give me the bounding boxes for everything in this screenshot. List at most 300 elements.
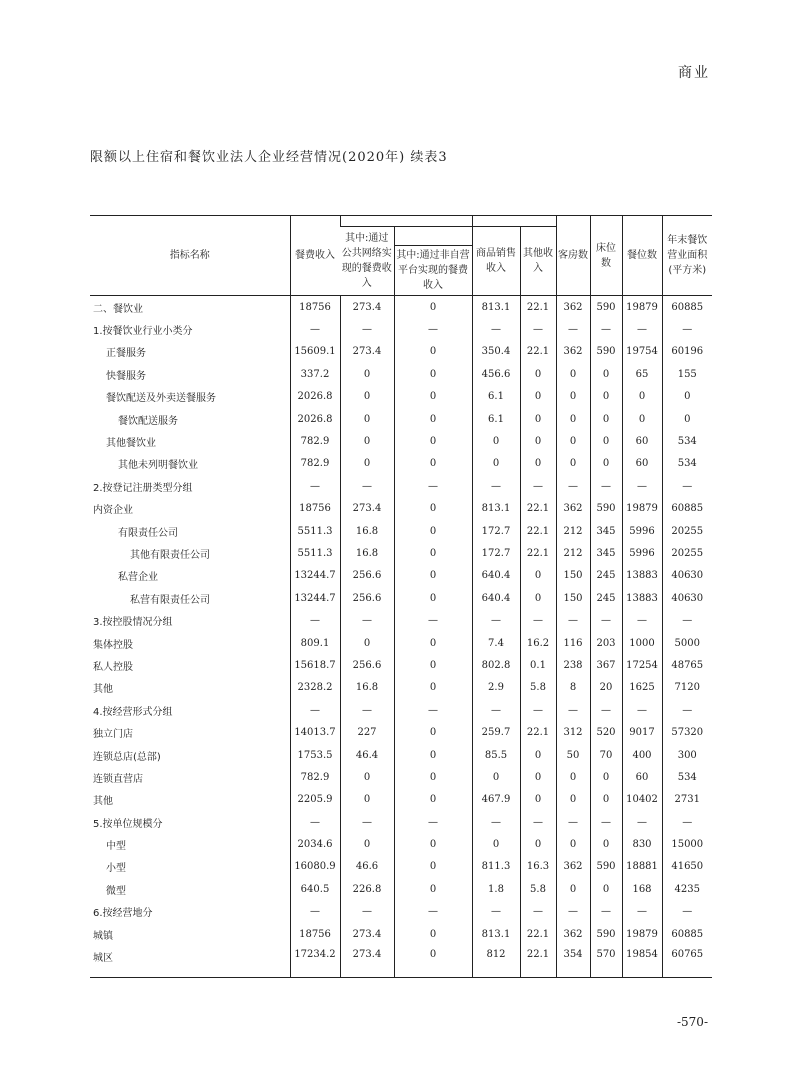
row-label: 城区: [90, 945, 290, 978]
cell-value: 14013.7: [290, 721, 340, 743]
cell-value: 362: [556, 296, 590, 319]
cell-value: 5511.3: [290, 542, 340, 564]
cell-value: 0: [556, 430, 590, 452]
cell-value: 9017: [622, 721, 662, 743]
table-body: [90, 296, 712, 978]
cell-value: —: [472, 318, 520, 340]
cell-value: —: [662, 475, 712, 497]
row-label: 2.按登记注册类型分组: [93, 482, 193, 494]
cell-value: 13244.7: [290, 587, 340, 609]
cell-value: 22.1: [520, 296, 556, 319]
cell-value: 5.8: [520, 677, 556, 699]
row-label: 内资企业: [93, 505, 133, 517]
table-row: [90, 721, 712, 743]
cell-value: —: [520, 475, 556, 497]
cell-value: 172.7: [472, 542, 520, 564]
cell-value: 0: [590, 833, 622, 855]
cell-value: —: [472, 901, 520, 923]
cell-value: 813.1: [472, 296, 520, 319]
cell-value: —: [520, 699, 556, 721]
cell-value: 782.9: [290, 453, 340, 475]
cell-value: 245: [590, 565, 622, 587]
cell-value: 345: [590, 542, 622, 564]
cell-value: 273.4: [340, 498, 394, 520]
row-label: 私营企业: [118, 572, 158, 584]
row-label: 5.按单位规模分: [93, 818, 163, 830]
cell-value: —: [622, 318, 662, 340]
cell-value: 467.9: [472, 789, 520, 811]
cell-value: 57320: [662, 721, 712, 743]
cell-value: 116: [556, 632, 590, 654]
cell-value: 10402: [622, 789, 662, 811]
table-row: [90, 587, 712, 609]
table-row: [90, 632, 712, 654]
cell-value: —: [394, 699, 472, 721]
cell-value: 212: [556, 542, 590, 564]
table-row: [90, 542, 712, 564]
header-blank-top-2: [472, 216, 556, 227]
cell-value: 362: [556, 498, 590, 520]
cell-value: 16.2: [520, 632, 556, 654]
cell-value: 0: [556, 833, 590, 855]
cell-value: 0: [520, 744, 556, 766]
cell-value: 0: [590, 408, 622, 430]
cell-value: 0: [340, 789, 394, 811]
cell-value: 0: [340, 408, 394, 430]
cell-value: 19879: [622, 296, 662, 319]
cell-value: 570: [590, 945, 622, 978]
cell-value: 0: [394, 632, 472, 654]
cell-value: 0: [590, 789, 622, 811]
cell-value: 0: [590, 386, 622, 408]
cell-value: —: [394, 811, 472, 833]
cell-value: 7120: [662, 677, 712, 699]
row-label: 6.按经营地分: [93, 908, 153, 920]
cell-value: 590: [590, 341, 622, 363]
cell-value: 802.8: [472, 654, 520, 676]
cell-value: 0: [340, 386, 394, 408]
cell-value: —: [340, 318, 394, 340]
cell-value: 0: [622, 408, 662, 430]
cell-value: —: [556, 811, 590, 833]
cell-value: 2026.8: [290, 408, 340, 430]
cell-value: 5.8: [520, 878, 556, 900]
cell-value: —: [290, 901, 340, 923]
cell-value: 150: [556, 565, 590, 587]
cell-value: —: [290, 609, 340, 631]
cell-value: 0: [394, 766, 472, 788]
cell-value: —: [622, 699, 662, 721]
cell-value: 0: [556, 453, 590, 475]
cell-value: 0: [556, 363, 590, 385]
cell-value: 534: [662, 453, 712, 475]
cell-value: 0: [394, 878, 472, 900]
row-label: 城镇: [93, 930, 113, 942]
cell-value: 640.4: [472, 587, 520, 609]
cell-value: 0: [394, 363, 472, 385]
cell-value: 0: [340, 766, 394, 788]
cell-value: 590: [590, 296, 622, 319]
cell-value: 6.1: [472, 408, 520, 430]
cell-value: 782.9: [290, 430, 340, 452]
cell-value: 0: [472, 766, 520, 788]
cell-value: 5000: [662, 632, 712, 654]
cell-value: —: [394, 475, 472, 497]
cell-value: —: [662, 609, 712, 631]
cell-value: 337.2: [290, 363, 340, 385]
col-header-online-nonself: 其中:通过非自营平台实现的餐费收入: [394, 246, 472, 296]
cell-value: 22.1: [520, 498, 556, 520]
cell-value: 203: [590, 632, 622, 654]
cell-value: 0: [520, 453, 556, 475]
cell-value: —: [590, 475, 622, 497]
cell-value: 0: [472, 833, 520, 855]
table-row: [90, 453, 712, 475]
table-row: [90, 475, 712, 497]
table-row: [90, 833, 712, 855]
col-header-rooms: 客房数: [556, 216, 590, 296]
cell-value: 18756: [290, 296, 340, 319]
cell-value: 226.8: [340, 878, 394, 900]
row-label: 连锁总店(总部): [93, 751, 161, 763]
cell-value: —: [340, 475, 394, 497]
cell-value: —: [662, 811, 712, 833]
cell-value: 4235: [662, 878, 712, 900]
table-row: [90, 498, 712, 520]
cell-value: —: [340, 811, 394, 833]
cell-value: 22.1: [520, 520, 556, 542]
cell-value: 40630: [662, 587, 712, 609]
table-row: [90, 766, 712, 788]
row-label: 集体控股: [93, 639, 133, 651]
cell-value: 0: [472, 430, 520, 452]
cell-value: 0: [556, 789, 590, 811]
row-label: 二、餐饮业: [93, 303, 143, 315]
cell-value: 354: [556, 945, 590, 978]
row-label: 其他: [93, 684, 113, 696]
cell-value: —: [622, 901, 662, 923]
cell-value: 812: [472, 945, 520, 978]
col-header-seats: 餐位数: [622, 216, 662, 296]
cell-value: 0: [590, 766, 622, 788]
cell-value: 19854: [622, 945, 662, 978]
cell-value: —: [290, 318, 340, 340]
cell-value: 150: [556, 587, 590, 609]
cell-value: 22.1: [520, 945, 556, 978]
cell-value: 22.1: [520, 923, 556, 945]
cell-value: 0: [520, 408, 556, 430]
cell-value: 48765: [662, 654, 712, 676]
cell-value: 0: [340, 632, 394, 654]
cell-value: 367: [590, 654, 622, 676]
row-label: 餐饮配送及外卖送餐服务: [106, 393, 216, 405]
cell-value: 0: [520, 430, 556, 452]
cell-value: 0: [590, 453, 622, 475]
cell-value: 273.4: [340, 296, 394, 319]
cell-value: 19879: [622, 498, 662, 520]
cell-value: 65: [622, 363, 662, 385]
row-label: 餐饮配送服务: [118, 415, 178, 427]
cell-value: 0: [394, 744, 472, 766]
cell-value: 19879: [622, 923, 662, 945]
cell-value: 1625: [622, 677, 662, 699]
cell-value: 345: [590, 520, 622, 542]
cell-value: —: [472, 609, 520, 631]
row-label: 3.按控股情况分组: [93, 617, 173, 629]
table-row: [90, 609, 712, 631]
table-title: 限额以上住宿和餐饮业法人企业经营情况(2020年) 续表3: [90, 150, 448, 165]
cell-value: —: [290, 811, 340, 833]
cell-value: 0: [394, 542, 472, 564]
table-row: [90, 430, 712, 452]
cell-value: 238: [556, 654, 590, 676]
cell-value: 0: [394, 677, 472, 699]
cell-value: 0: [394, 654, 472, 676]
cell-value: 0: [394, 565, 472, 587]
table-row: [90, 811, 712, 833]
table-row: [90, 789, 712, 811]
cell-value: 0: [394, 923, 472, 945]
cell-value: 0: [662, 408, 712, 430]
cell-value: 400: [622, 744, 662, 766]
cell-value: —: [520, 609, 556, 631]
cell-value: —: [590, 699, 622, 721]
cell-value: 2.9: [472, 677, 520, 699]
cell-value: 18881: [622, 856, 662, 878]
cell-value: 0: [590, 430, 622, 452]
cell-value: 155: [662, 363, 712, 385]
cell-value: 0: [394, 430, 472, 452]
cell-value: 41650: [662, 856, 712, 878]
cell-value: 520: [590, 721, 622, 743]
cell-value: 0: [590, 363, 622, 385]
cell-value: 17254: [622, 654, 662, 676]
cell-value: 1753.5: [290, 744, 340, 766]
row-label: 私人控股: [93, 661, 133, 673]
data-table: [90, 215, 712, 978]
col-header-other: 其他收入: [520, 227, 556, 296]
col-header-online: 其中:通过公共网络实现的餐费收入: [340, 227, 394, 296]
cell-value: 0.1: [520, 654, 556, 676]
table-row: [90, 923, 712, 945]
cell-value: 782.9: [290, 766, 340, 788]
cell-value: —: [520, 901, 556, 923]
header-sub-blank: [394, 227, 472, 246]
cell-value: 256.6: [340, 654, 394, 676]
cell-value: —: [394, 318, 472, 340]
cell-value: —: [556, 475, 590, 497]
cell-value: 312: [556, 721, 590, 743]
row-label: 私营有限责任公司: [130, 594, 210, 606]
cell-value: 5511.3: [290, 520, 340, 542]
col-header-goods: 商品销售收入: [472, 227, 520, 296]
cell-value: —: [520, 318, 556, 340]
cell-value: —: [472, 475, 520, 497]
cell-value: 245: [590, 587, 622, 609]
row-label: 正餐服务: [106, 348, 146, 360]
cell-value: 19754: [622, 341, 662, 363]
cell-value: 2328.2: [290, 677, 340, 699]
col-header-catering: 餐费收入: [290, 216, 340, 296]
cell-value: —: [340, 609, 394, 631]
cell-value: —: [394, 609, 472, 631]
cell-value: 0: [394, 341, 472, 363]
cell-value: 590: [590, 498, 622, 520]
row-label: 其他餐饮业: [106, 438, 156, 450]
cell-value: 2034.6: [290, 833, 340, 855]
cell-value: 212: [556, 520, 590, 542]
cell-value: 46.4: [340, 744, 394, 766]
cell-value: —: [662, 318, 712, 340]
cell-value: 0: [394, 856, 472, 878]
row-label: 独立门店: [93, 729, 133, 741]
cell-value: 16080.9: [290, 856, 340, 878]
cell-value: —: [472, 811, 520, 833]
table-row: [90, 520, 712, 542]
cell-value: 0: [590, 878, 622, 900]
cell-value: 16.3: [520, 856, 556, 878]
cell-value: 0: [340, 833, 394, 855]
cell-value: 0: [472, 453, 520, 475]
section-header: 商业: [678, 65, 710, 81]
cell-value: 256.6: [340, 587, 394, 609]
table-row: [90, 878, 712, 900]
cell-value: 0: [394, 520, 472, 542]
table-row: [90, 654, 712, 676]
row-label: 其他未列明餐饮业: [118, 460, 198, 472]
cell-value: 0: [394, 945, 472, 978]
cell-value: 0: [394, 498, 472, 520]
cell-value: 22.1: [520, 721, 556, 743]
cell-value: 0: [520, 565, 556, 587]
cell-value: 0: [520, 587, 556, 609]
cell-value: 60885: [662, 498, 712, 520]
cell-value: —: [556, 699, 590, 721]
cell-value: 5996: [622, 542, 662, 564]
cell-value: 60: [622, 766, 662, 788]
cell-value: 0: [520, 766, 556, 788]
cell-value: 640.4: [472, 565, 520, 587]
cell-value: 0: [394, 386, 472, 408]
cell-value: 85.5: [472, 744, 520, 766]
cell-value: 362: [556, 341, 590, 363]
cell-value: 2731: [662, 789, 712, 811]
cell-value: 16.8: [340, 520, 394, 542]
cell-value: 20255: [662, 520, 712, 542]
cell-value: 0: [520, 789, 556, 811]
header-blank-top: [340, 216, 472, 227]
table-row: [90, 677, 712, 699]
cell-value: 273.4: [340, 341, 394, 363]
cell-value: 6.1: [472, 386, 520, 408]
cell-value: 590: [590, 856, 622, 878]
cell-value: 18756: [290, 498, 340, 520]
col-header-beds: 床位数: [590, 216, 622, 296]
cell-value: 1.8: [472, 878, 520, 900]
cell-value: 20255: [662, 542, 712, 564]
table-row: [90, 341, 712, 363]
cell-value: —: [290, 699, 340, 721]
row-label: 其他: [93, 796, 113, 808]
cell-value: 172.7: [472, 520, 520, 542]
cell-value: 830: [622, 833, 662, 855]
cell-value: 15618.7: [290, 654, 340, 676]
cell-value: —: [590, 901, 622, 923]
cell-value: 0: [340, 453, 394, 475]
cell-value: —: [394, 901, 472, 923]
row-label: 小型: [106, 863, 126, 875]
table-row: [90, 945, 712, 978]
cell-value: 809.1: [290, 632, 340, 654]
cell-value: —: [556, 318, 590, 340]
row-label: 连锁直营店: [93, 773, 143, 785]
cell-value: 16.8: [340, 542, 394, 564]
cell-value: 534: [662, 766, 712, 788]
cell-value: 2205.9: [290, 789, 340, 811]
cell-value: 350.4: [472, 341, 520, 363]
cell-value: 273.4: [340, 945, 394, 978]
row-label: 微型: [106, 885, 126, 897]
cell-value: 1000: [622, 632, 662, 654]
row-label: 其他有限责任公司: [130, 549, 210, 561]
row-label: 4.按经营形式分组: [93, 706, 173, 718]
cell-value: 813.1: [472, 923, 520, 945]
cell-value: 20: [590, 677, 622, 699]
cell-value: —: [622, 811, 662, 833]
cell-value: 0: [394, 408, 472, 430]
cell-value: 60765: [662, 945, 712, 978]
cell-value: 60: [622, 453, 662, 475]
cell-value: 0: [520, 386, 556, 408]
cell-value: 60: [622, 430, 662, 452]
cell-value: 813.1: [472, 498, 520, 520]
cell-value: 13244.7: [290, 565, 340, 587]
table-row: [90, 296, 712, 319]
cell-value: 18756: [290, 923, 340, 945]
cell-value: 0: [556, 878, 590, 900]
cell-value: 15000: [662, 833, 712, 855]
table-row: [90, 856, 712, 878]
table-row: [90, 408, 712, 430]
cell-value: 0: [394, 587, 472, 609]
col-header-area: 年末餐饮营业面积(平方米): [662, 216, 712, 296]
cell-value: 17234.2: [290, 945, 340, 978]
cell-value: 0: [556, 386, 590, 408]
row-label: 1.按餐饮业行业小类分: [93, 326, 193, 338]
cell-value: —: [622, 609, 662, 631]
cell-value: —: [340, 699, 394, 721]
table-row: [90, 699, 712, 721]
cell-value: 60196: [662, 341, 712, 363]
cell-value: 0: [520, 833, 556, 855]
cell-value: 70: [590, 744, 622, 766]
cell-value: —: [290, 475, 340, 497]
cell-value: 8: [556, 677, 590, 699]
cell-value: 16.8: [340, 677, 394, 699]
cell-value: 811.3: [472, 856, 520, 878]
cell-value: 0: [556, 766, 590, 788]
cell-value: 40630: [662, 565, 712, 587]
cell-value: 362: [556, 923, 590, 945]
table-row: [90, 744, 712, 766]
cell-value: 256.6: [340, 565, 394, 587]
cell-value: 0: [394, 721, 472, 743]
cell-value: 46.6: [340, 856, 394, 878]
cell-value: 300: [662, 744, 712, 766]
cell-value: 0: [622, 386, 662, 408]
cell-value: 0: [556, 408, 590, 430]
cell-value: 60885: [662, 296, 712, 319]
